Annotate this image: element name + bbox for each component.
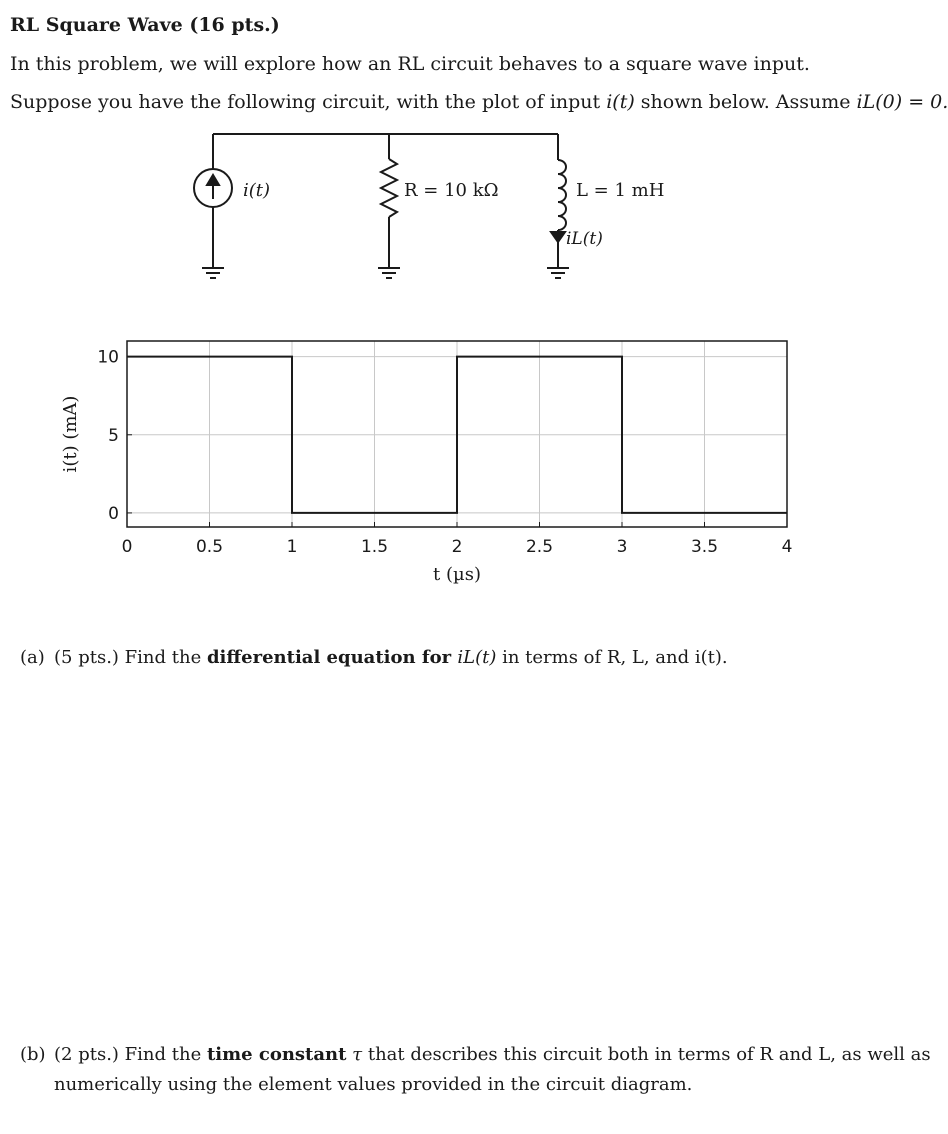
resistor-label: R = 10 kΩ <box>404 180 499 201</box>
x-tick-label: 3 <box>616 537 628 557</box>
x-tick-label: 1 <box>286 537 298 557</box>
x-tick-label: 2.5 <box>525 537 554 557</box>
question-b-label: (b) <box>20 1044 46 1065</box>
input-function: i(t) <box>606 91 635 113</box>
assumption-text-mid: shown below. Assume <box>634 91 857 113</box>
current-arrow-icon <box>551 232 565 242</box>
x-tick-label: 2 <box>451 537 463 557</box>
resistor-icon <box>381 159 397 217</box>
source-label: i(t) <box>243 180 271 201</box>
inductor-label: L = 1 mH <box>576 180 665 201</box>
inductor-icon <box>558 160 566 230</box>
source-arrow-head <box>207 175 219 185</box>
question-b-emphasis: time constant <box>206 1044 347 1065</box>
y-tick-label: 0 <box>108 503 119 524</box>
ground-icon <box>547 268 569 278</box>
ground-icon <box>202 268 224 278</box>
y-axis-label: i(t) (mA) <box>60 395 81 473</box>
x-tick-label: 1.5 <box>360 537 389 557</box>
input-waveform-chart <box>0 330 922 600</box>
intro-paragraph: In this problem, we will explore how an RL circuit behaves to a square wave input. <box>10 53 810 75</box>
question-a-rest: in terms of R, L, and i(t). <box>496 647 728 668</box>
x-tick-label: 3.5 <box>690 537 719 557</box>
question-a-label: (a) <box>20 647 45 668</box>
axis-ticks <box>97 348 792 557</box>
x-tick-label: 0 <box>121 537 133 557</box>
question-a-points: (5 pts.) Find the <box>54 647 207 668</box>
ground-icon <box>378 268 400 278</box>
inductor-current-label: iL(t) <box>566 229 603 249</box>
x-tick-label: 0.5 <box>195 537 224 557</box>
question-a-variable: iL(t) <box>457 647 497 668</box>
problem-title: RL Square Wave (16 pts.) <box>10 14 280 36</box>
question-a <box>54 647 728 668</box>
question-a-emphasis: differential equation for <box>206 647 458 668</box>
question-b-tau: τ <box>346 1044 363 1065</box>
y-tick-label: 10 <box>97 347 119 368</box>
assumption-paragraph <box>10 91 948 113</box>
initial-condition: iL(0) = 0. <box>856 91 948 113</box>
x-tick-label: 4 <box>781 537 793 557</box>
question-b <box>54 1044 931 1065</box>
y-tick-label: 5 <box>108 425 119 446</box>
question-b-rest: that describes this circuit both in terms of R and L, as well as <box>362 1044 931 1065</box>
assumption-text-start: Suppose you have the following circuit, with the plot of input <box>10 91 607 113</box>
circuit-diagram <box>0 125 922 295</box>
question-b-line2: numerically using the element values provided in the circuit diagram. <box>54 1074 693 1095</box>
x-axis-label: t (µs) <box>433 564 481 585</box>
question-b-points: (2 pts.) Find the <box>54 1044 207 1065</box>
